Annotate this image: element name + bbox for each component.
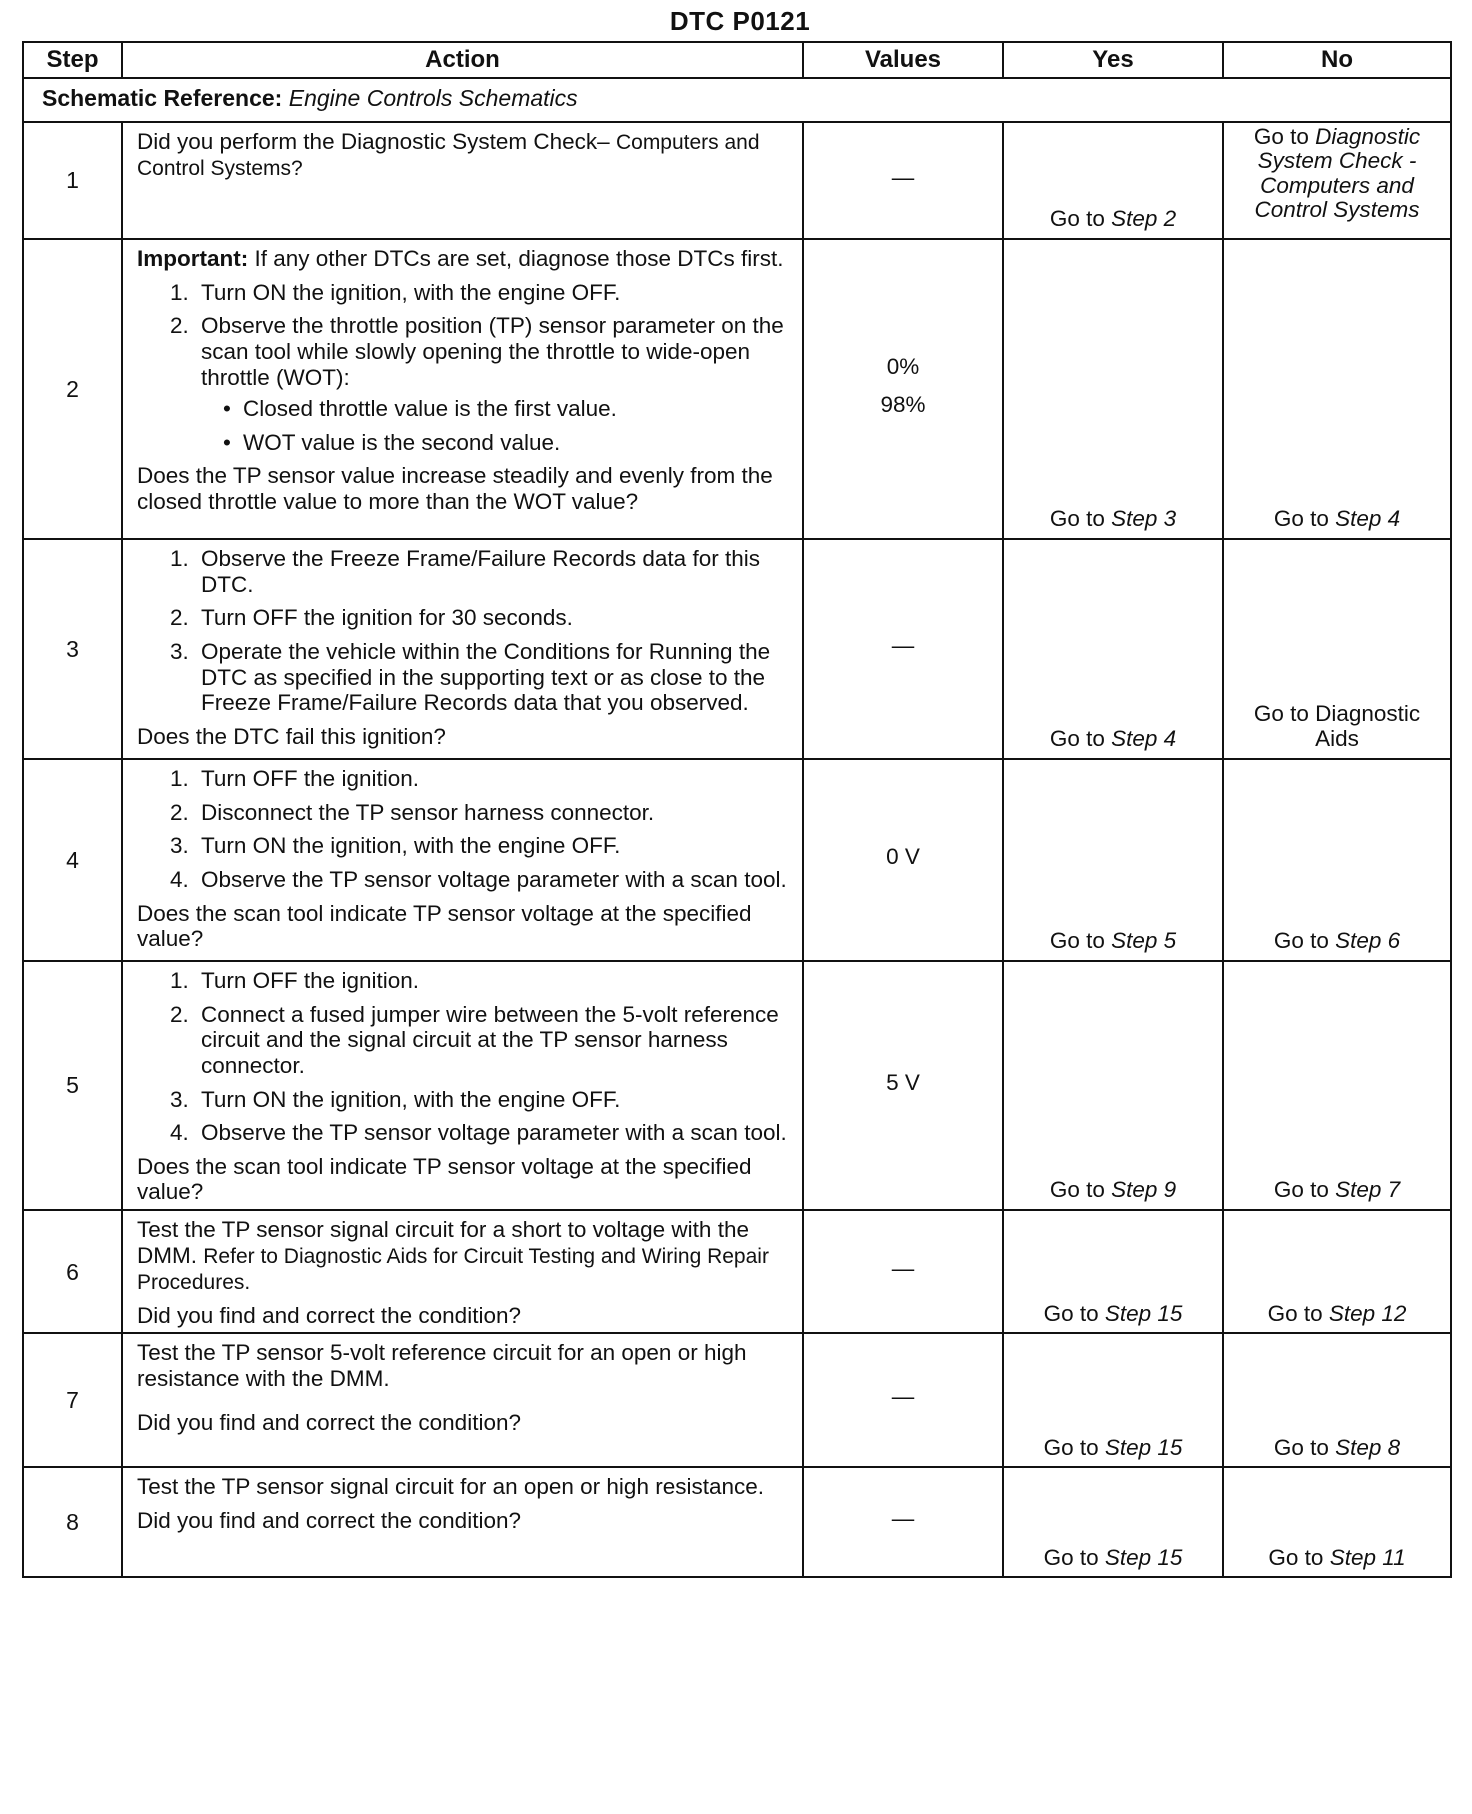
action-question: Did you perform the Diagnostic System Check– Computers and Control Systems? — [137, 129, 760, 180]
yes-goto[interactable]: Go to Step 15 — [1003, 1210, 1223, 1333]
action-cell — [122, 539, 803, 759]
list-item: 1. Turn OFF the ignition. — [195, 968, 792, 994]
table-row — [23, 759, 1451, 961]
table-row — [23, 239, 1451, 539]
important-note: Important: If any other DTCs are set, diagnose those DTCs first. — [137, 246, 784, 271]
step-number: 8 — [23, 1467, 122, 1577]
step-number: 5 — [23, 961, 122, 1210]
list-item: 1. Turn ON the ignition, with the engine OFF. — [195, 280, 792, 306]
action-question: Did you find and correct the condition? — [137, 1409, 521, 1435]
action-cell — [122, 1210, 803, 1333]
bullet-item: • Closed throttle value is the first value. — [229, 396, 792, 422]
header-yes: Yes — [1003, 42, 1223, 78]
action-text: Test the TP sensor signal circuit for a short to voltage with the DMM. Refer to Diagnostic Aids for Circuit Testing and Wiring Repair Procedures. — [137, 1217, 769, 1294]
yes-goto[interactable]: Go to Step 9 — [1003, 961, 1223, 1210]
list-item: 1. Turn OFF the ignition. — [195, 766, 792, 792]
instruction-list — [137, 968, 792, 1146]
step-number: 4 — [23, 759, 122, 961]
instruction-list — [137, 280, 792, 456]
header-action: Action — [122, 42, 803, 78]
no-goto[interactable]: Go to Step 8 — [1223, 1333, 1451, 1467]
list-item: 3. Turn ON the ignition, with the engine OFF. — [195, 833, 792, 859]
instruction-list — [137, 546, 792, 716]
schematic-label: Schematic Reference: — [42, 85, 283, 111]
step-number: 3 — [23, 539, 122, 759]
list-item: 4. Observe the TP sensor voltage parameter with a scan tool. — [195, 1120, 792, 1146]
value-cell: 0 V — [803, 759, 1003, 961]
list-item: 2. Observe the throttle position (TP) sensor parameter on the scan tool while slowly opening the throttle to wide-open throttle (WOT): • Closed throttle value is the first value. • WOT value is the second value. — [195, 313, 792, 455]
table-row — [23, 961, 1451, 1210]
header-step: Step — [23, 42, 122, 78]
action-cell — [122, 1467, 803, 1577]
action-cell — [122, 122, 803, 239]
header-values: Values — [803, 42, 1003, 78]
table-row — [23, 122, 1451, 239]
action-question: Does the DTC fail this ignition? — [137, 723, 446, 749]
action-question: Did you find and correct the condition? — [137, 1302, 521, 1328]
header-no: No — [1223, 42, 1451, 78]
no-goto[interactable]: Go to Diagnostic Aids — [1223, 539, 1451, 759]
schematic-reference — [23, 78, 1451, 122]
action-question: Does the scan tool indicate TP sensor voltage at the specified value? — [137, 900, 752, 952]
list-item: 2. Turn OFF the ignition for 30 seconds. — [195, 605, 792, 631]
value-cell: — — [803, 1467, 1003, 1577]
schematic-row — [23, 78, 1451, 122]
yes-goto[interactable]: Go to Step 2 — [1003, 122, 1223, 239]
yes-goto[interactable]: Go to Step 15 — [1003, 1333, 1223, 1467]
step-number: 7 — [23, 1333, 122, 1467]
schematic-link[interactable]: Engine Controls Schematics — [288, 85, 578, 111]
value-cell: — — [803, 539, 1003, 759]
step-number: 1 — [23, 122, 122, 239]
yes-goto[interactable]: Go to Step 5 — [1003, 759, 1223, 961]
list-item: 2. Connect a fused jumper wire between the 5-volt reference circuit and the signal circuit at the TP sensor harness connector. — [195, 1002, 792, 1079]
action-cell — [122, 239, 803, 539]
action-cell — [122, 1333, 803, 1467]
value-cell: — — [803, 1333, 1003, 1467]
no-goto[interactable]: Go to Step 11 — [1223, 1467, 1451, 1577]
action-cell — [122, 961, 803, 1210]
value-cell: 5 V — [803, 961, 1003, 1210]
list-item: 3. Turn ON the ignition, with the engine OFF. — [195, 1087, 792, 1113]
yes-goto[interactable]: Go to Step 4 — [1003, 539, 1223, 759]
action-question: Does the TP sensor value increase steadily and evenly from the closed throttle value to more than the WOT value? — [137, 463, 773, 515]
instruction-list — [137, 766, 792, 893]
table-row — [23, 1210, 1451, 1333]
table-row — [23, 1333, 1451, 1467]
page-title: DTC P0121 — [669, 6, 811, 36]
list-item: 4. Observe the TP sensor voltage parameter with a scan tool. — [195, 867, 792, 893]
yes-goto[interactable]: Go to Step 3 — [1003, 239, 1223, 539]
diagnostic-table — [22, 41, 1452, 1578]
no-goto[interactable]: Go to Step 7 — [1223, 961, 1451, 1210]
value-cell: 0% 98% — [803, 239, 1003, 539]
no-goto[interactable]: Go to Step 4 — [1223, 239, 1451, 539]
bullet-item: • WOT value is the second value. — [229, 430, 792, 456]
no-goto[interactable]: Go to Diagnostic System Check - Computers and Control Systems — [1223, 122, 1451, 239]
yes-goto[interactable]: Go to Step 15 — [1003, 1467, 1223, 1577]
no-goto[interactable]: Go to Step 6 — [1223, 759, 1451, 961]
table-row — [23, 1467, 1451, 1577]
table-row — [23, 539, 1451, 759]
step-number: 2 — [23, 239, 122, 539]
action-question: Does the scan tool indicate TP sensor voltage at the specified value? — [137, 1153, 752, 1205]
action-cell — [122, 759, 803, 961]
step-number: 6 — [23, 1210, 122, 1333]
list-item: 3. Operate the vehicle within the Conditions for Running the DTC as specified in the supporting text or as close to the Freeze Frame/Failure Records data that you observed. — [195, 639, 792, 716]
action-text: Test the TP sensor 5-volt reference circuit for an open or high resistance with the DMM. — [137, 1340, 747, 1391]
value-cell: — — [803, 122, 1003, 239]
list-item: 1. Observe the Freeze Frame/Failure Records data for this DTC. — [195, 546, 792, 597]
action-question: Did you find and correct the condition? — [137, 1507, 521, 1533]
value-cell: — — [803, 1210, 1003, 1333]
action-text: Test the TP sensor signal circuit for an open or high resistance. — [137, 1474, 765, 1500]
no-goto[interactable]: Go to Step 12 — [1223, 1210, 1451, 1333]
bullet-list — [201, 396, 792, 455]
header-row — [23, 42, 1451, 78]
list-item: 2. Disconnect the TP sensor harness connector. — [195, 800, 792, 826]
